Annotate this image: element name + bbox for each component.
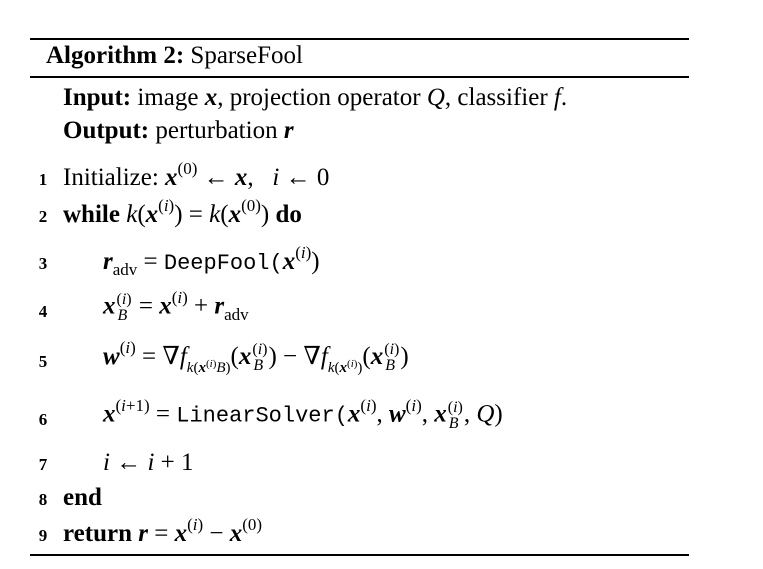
line-code: while $k(x^{(i)}) = k(x^{(0)})$ do (63, 196, 302, 228)
linearsolver-function: LinearSolver (176, 403, 335, 429)
input-line (63, 84, 567, 112)
output-text: perturbation (155, 117, 278, 144)
line-code: i ← i + 1 (103, 449, 194, 476)
input-comma: , (217, 84, 224, 111)
algorithm-line-6 (30, 396, 689, 436)
bottom-rule (30, 554, 689, 556)
input-image-var: x (204, 84, 218, 111)
algorithm-line-5 (30, 338, 689, 378)
input-image-text: image (137, 84, 199, 111)
input-period: . (560, 84, 568, 111)
do-keyword: do (275, 201, 302, 228)
line-number: 5 (38, 352, 48, 371)
algorithm-line-7 (30, 441, 689, 481)
line-number: 3 (38, 254, 48, 273)
line-number: 8 (38, 490, 48, 509)
input-projection-text: projection operator (229, 84, 421, 111)
input-comma: , (444, 84, 452, 111)
input-projection-var: Q (426, 84, 445, 111)
while-keyword: while (63, 201, 120, 228)
output-label: Output: (63, 117, 150, 144)
algorithm-line-2 (30, 193, 689, 233)
algorithm-line-3 (30, 240, 689, 280)
return-keyword: return (63, 520, 132, 547)
line-code: x (i) B = $x^{(i)} + r_{adv}$ (103, 287, 249, 324)
algorithm-caption (46, 42, 303, 70)
line-code: return $r = x^{(i)} - x^{(0)}$ (63, 515, 263, 547)
line-number: 6 (38, 410, 48, 429)
output-var: r (283, 117, 294, 144)
input-classifier-var: f (553, 84, 561, 111)
input-classifier-text: classifier (457, 84, 548, 111)
line-number: 1 (38, 170, 48, 189)
line-code: $x^{(i+1)}$ = $LinearSolver(x^{(i)}$, $w^{(i)}$, x (i) B , Q) (103, 395, 503, 432)
algorithm-line-1 (30, 156, 689, 196)
line-code: Initialize: $x^{(0)}$ ← x, i ← 0 (63, 159, 330, 191)
algorithm-name: SparseFool (190, 42, 303, 69)
initialize-keyword: Initialize: (63, 164, 159, 191)
end-keyword: end (63, 484, 102, 511)
line-code: $w^{(i)} = \nabla f_{k(x^{(i)}B)}(x$ (i) B ) − $\nabla f_{k(x^{(i)})}(x$ (i) B ) (103, 337, 409, 376)
line-number: 9 (38, 526, 48, 545)
algorithm-line-4 (30, 288, 689, 328)
algorithm-label: Algorithm 2: (46, 42, 185, 69)
caption-rule (30, 76, 689, 78)
deepfool-function: DeepFool (163, 251, 270, 276)
line-code: $r_{adv}$ = $DeepFool(x^{(i)})$ (103, 243, 320, 279)
algorithm-line-9 (30, 512, 689, 552)
line-number: 2 (38, 207, 48, 226)
line-number: 7 (38, 455, 48, 474)
top-rule (30, 38, 689, 40)
line-code (63, 484, 102, 512)
output-line (63, 117, 294, 145)
line-number: 4 (38, 302, 48, 321)
algorithm-line-8 (30, 476, 689, 516)
input-label: Input: (63, 84, 132, 111)
